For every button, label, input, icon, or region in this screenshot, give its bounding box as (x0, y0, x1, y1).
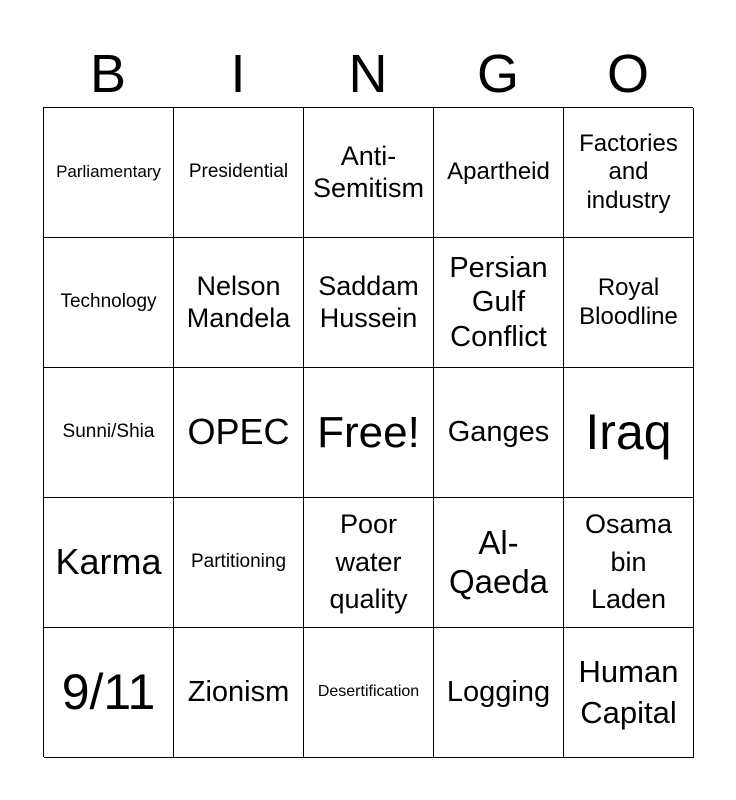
bingo-cell[interactable]: Al- Qaeda (434, 498, 564, 628)
bingo-cell[interactable]: Anti- Semitism (304, 108, 434, 238)
bingo-header (43, 42, 693, 106)
bingo-cell[interactable]: OPEC (174, 368, 304, 498)
bingo-cell[interactable]: Presidential (174, 108, 304, 238)
bingo-cell[interactable]: Sunni/Shia (44, 368, 174, 498)
bingo-cell[interactable]: Factories and industry (564, 108, 694, 238)
bingo-cell[interactable]: Logging (434, 628, 564, 758)
bingo-cell[interactable]: Ganges (434, 368, 564, 498)
bingo-board (43, 107, 693, 757)
bingo-cell[interactable]: Iraq (564, 368, 694, 498)
header-letter-i: I (230, 44, 246, 104)
bingo-cell[interactable]: Poor water quality (304, 498, 434, 628)
bingo-cell[interactable]: Human Capital (564, 628, 694, 758)
bingo-cell[interactable]: 9/11 (44, 628, 174, 758)
free-space-cell[interactable]: Free! (304, 368, 434, 498)
bingo-cell[interactable]: Persian Gulf Conflict (434, 238, 564, 368)
bingo-cell[interactable]: Desertification (304, 628, 434, 758)
bingo-cell[interactable]: Parliamentary (44, 108, 174, 238)
header-letter-b: B (89, 44, 127, 104)
bingo-cell[interactable]: Karma (44, 498, 174, 628)
bingo-cell[interactable]: Technology (44, 238, 174, 368)
bingo-cell[interactable]: Osama bin Laden (564, 498, 694, 628)
bingo-cell[interactable]: Apartheid (434, 108, 564, 238)
header-letter-o: O (606, 44, 649, 104)
bingo-cell[interactable]: Saddam Hussein (304, 238, 434, 368)
header-letter-n: N (348, 44, 388, 104)
bingo-cell[interactable]: Nelson Mandela (174, 238, 304, 368)
header-letter-g: G (476, 44, 519, 104)
bingo-cell[interactable]: Zionism (174, 628, 304, 758)
bingo-cell[interactable]: Royal Bloodline (564, 238, 694, 368)
bingo-cell[interactable]: Partitioning (174, 498, 304, 628)
